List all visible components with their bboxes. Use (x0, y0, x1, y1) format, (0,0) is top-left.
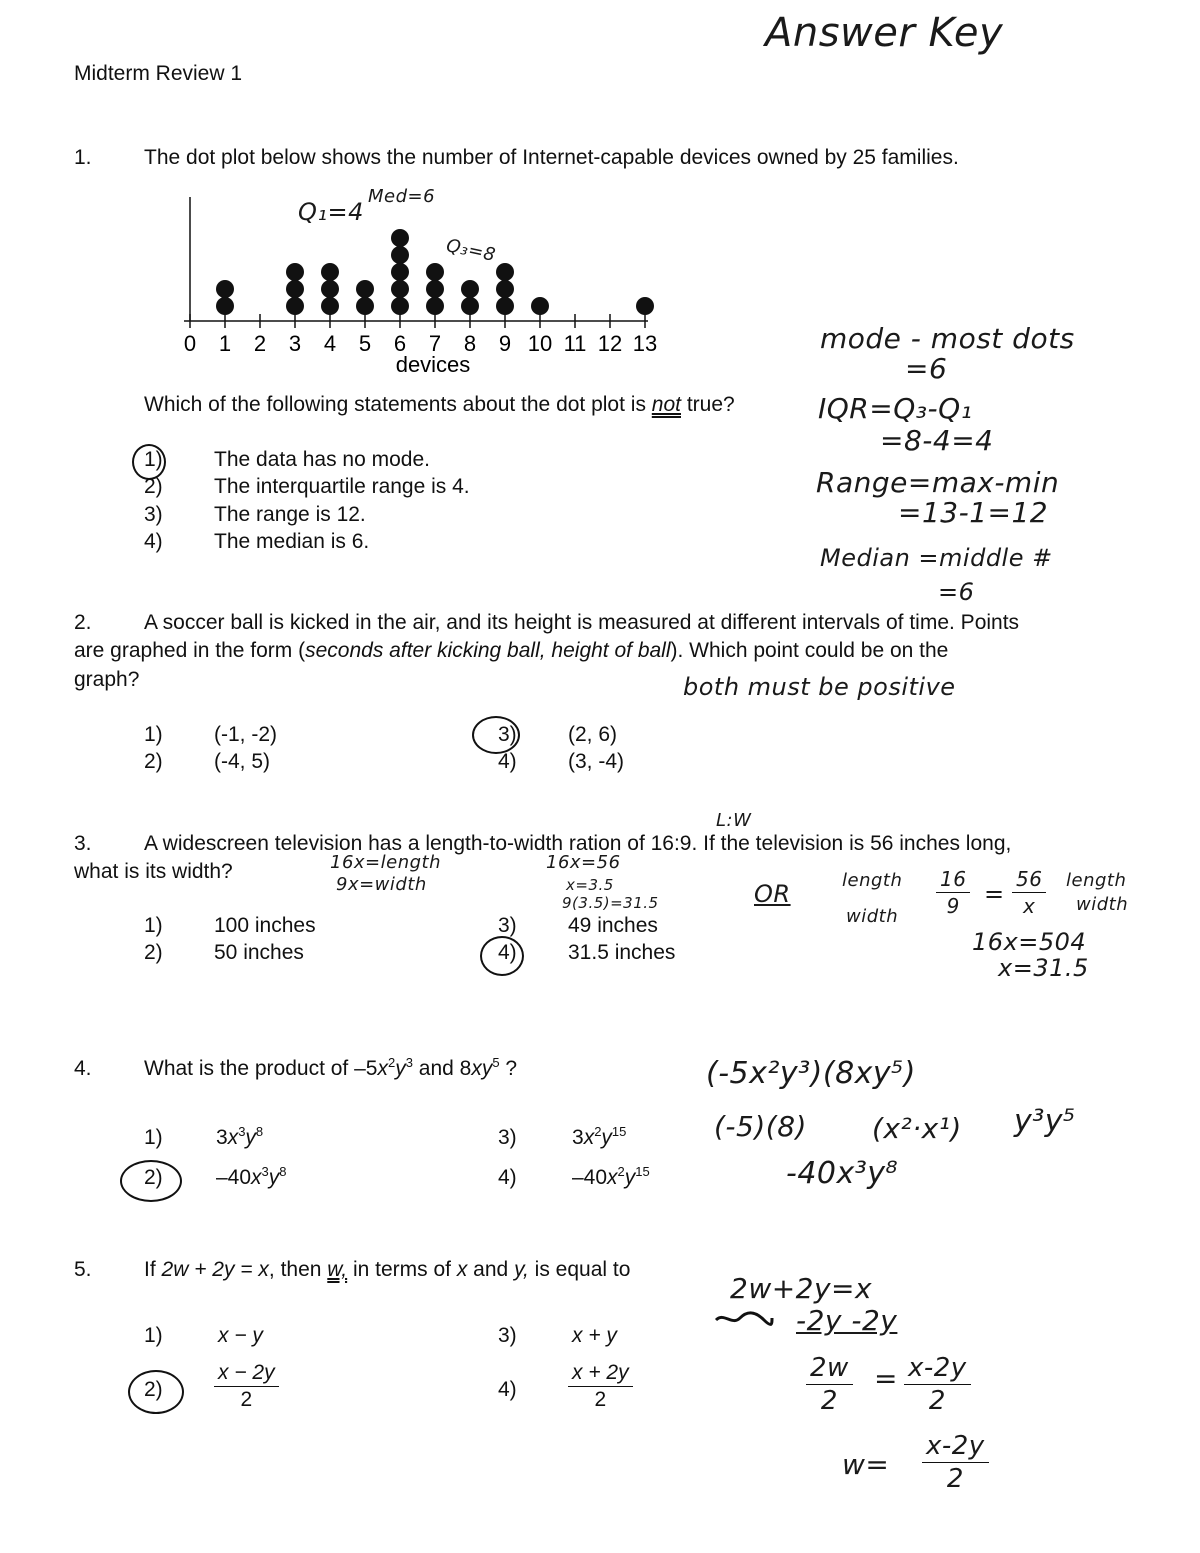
q4-answer-circle (120, 1160, 182, 1202)
q3-work-length-label: length (842, 870, 903, 891)
q2-choice-4-text: (3, -4) (568, 750, 625, 773)
q4-prompt-post: ? (499, 1057, 518, 1080)
q3-answer-circle (480, 936, 524, 976)
q4-choice-1-expr: $3x^3y^8$ (216, 1124, 264, 1149)
q4-work-line-1: (-5x²y³)(8xy⁵) (706, 1056, 916, 1091)
q1-question-post: true? (681, 393, 735, 416)
q5-work-result-num: x-2y (922, 1430, 989, 1463)
q3-choice-2-text: 50 inches (214, 941, 304, 964)
q5-choice-1-text: x − y (218, 1324, 263, 1347)
q5-work-fraction-left (806, 1352, 853, 1417)
q5-work-fraction-left-num: 2w (806, 1352, 853, 1385)
q3-choice-4-text: 31.5 inches (568, 941, 676, 964)
q3-choice-3-text: 49 inches (568, 914, 658, 937)
q5-choice-4-numerator: x + 2y (568, 1360, 633, 1387)
q3-work-width-calc: 9(3.5)=31.5 (562, 894, 659, 912)
dot-x9-2 (496, 280, 514, 298)
q5-work-result-prefix: w= (842, 1448, 890, 1481)
dot-x4-2 (321, 280, 339, 298)
q5-prompt-x: x (456, 1258, 468, 1281)
q2-choice-2-text: (-4, 5) (214, 750, 271, 773)
q5-choice-3-num: 3) (498, 1324, 517, 1347)
dot-x5-1 (356, 297, 374, 315)
q5-work-scribble (714, 1310, 774, 1328)
q3-work-x: x=3.5 (566, 876, 614, 894)
q1-median-value: =6 (938, 578, 975, 606)
q3-line-1: A widescreen television has a length-to-width ration of 16:9. If the television is 56 inches long, (144, 832, 1012, 855)
q2-line-1: A soccer ball is kicked in the air, and its height is measured at different intervals of time. Points (144, 611, 1020, 634)
q5-work-fraction-right (904, 1352, 971, 1417)
q2-number: 2. (74, 611, 92, 634)
q4-choice-3-expr: $3x^2y^{15}$ (572, 1124, 627, 1149)
q3-ratio-note: L:W (716, 810, 752, 831)
q5-work-line-2: -2y -2y (796, 1304, 898, 1337)
q5-prompt-equation: 2w + 2y = x (161, 1258, 269, 1281)
q1-question (144, 393, 735, 417)
q3-choice-3-num: 3) (498, 914, 517, 937)
dot-plot-x-label: devices (395, 352, 471, 377)
q5-choice-2-num: 2) (144, 1378, 163, 1401)
dot-x7-3 (426, 263, 444, 281)
dot-x7-2 (426, 280, 444, 298)
q5-prompt (144, 1258, 630, 1282)
q1-choice-2-num: 2) (144, 475, 163, 498)
q3-work-fraction-right-den: x (1023, 894, 1036, 918)
dot-x9-3 (496, 263, 514, 281)
q5-choice-4-fraction (568, 1360, 633, 1413)
q3-work-width-label: width (846, 906, 899, 927)
q2-note: both must be positive (683, 673, 956, 701)
q1-choice-2-text: The interquartile range is 4. (214, 475, 470, 498)
q4-choice-2-num: 2) (144, 1166, 163, 1189)
q3-work-fraction-left-den: 9 (946, 894, 960, 918)
q3-choice-1-num: 1) (144, 914, 163, 937)
q1-iqr-value: =8-4=4 (880, 424, 994, 457)
q1-median-note: Med=6 (368, 186, 436, 207)
q5-choice-3-text: x + y (572, 1324, 617, 1347)
dot-x5-2 (356, 280, 374, 298)
q2-line-3: graph? (74, 668, 140, 691)
dot-x4-1 (321, 297, 339, 315)
dot-x8-2 (461, 280, 479, 298)
q1-mode-value: =6 (905, 352, 948, 385)
q1-q3-note: Q₃=8 (444, 235, 498, 266)
q2-choice-1-text: (-1, -2) (214, 723, 277, 746)
q3-work-answer: x=31.5 (998, 954, 1089, 982)
q5-choice-4-num: 4) (498, 1378, 517, 1401)
x-tick-label-6: 6 (393, 331, 407, 356)
x-tick-label-3: 3 (288, 331, 302, 356)
q3-work-equals: = (984, 880, 1005, 908)
q5-work-equals: = (874, 1362, 898, 1395)
page-title: Midterm Review 1 (74, 62, 243, 85)
q5-work-fraction-right-den: 2 (928, 1386, 946, 1416)
x-tick-label-4: 4 (323, 331, 337, 356)
q2-choice-3-num: 3) (498, 723, 517, 746)
q3-choice-1-text: 100 inches (214, 914, 316, 937)
q3-work-width: 9x=width (336, 874, 427, 895)
dot-x6-2 (391, 280, 409, 298)
dot-x4-3 (321, 263, 339, 281)
q3-work-fraction-left-num: 16 (936, 866, 970, 893)
q5-work-line-1: 2w+2y=x (730, 1272, 873, 1305)
q4-choice-4-expr: $-40x^2y^{15}$ (572, 1164, 650, 1189)
q4-choice-4-num: 4) (498, 1166, 517, 1189)
x-tick-label-10: 10 (527, 331, 553, 356)
q5-number: 5. (74, 1258, 92, 1281)
dot-x1-2 (216, 280, 234, 298)
dot-x6-1 (391, 297, 409, 315)
q3-line-2: what is its width? (74, 860, 233, 883)
q2-choice-4-num: 4) (498, 750, 517, 773)
q5-prompt-mid-2: in terms of (347, 1258, 457, 1281)
x-tick-label-12: 12 (597, 331, 623, 356)
q3-work-length: 16x=length (330, 852, 442, 873)
dot-x6-3 (391, 263, 409, 281)
q1-choice-4-num: 4) (144, 530, 163, 553)
x-tick-label-2: 2 (253, 331, 267, 356)
dot-x3-1 (286, 297, 304, 315)
x-tick-label-5: 5 (358, 331, 372, 356)
q3-work-fraction-left (936, 866, 970, 919)
q1-mode-note: mode - most dots (820, 322, 1075, 355)
q2-answer-circle (472, 716, 520, 754)
q3-choice-2-num: 2) (144, 941, 163, 964)
q1-choice-3-num: 3) (144, 503, 163, 526)
dot-x3-2 (286, 280, 304, 298)
q3-work-fraction-right (1012, 866, 1046, 919)
q3-work-fraction-right-num: 56 (1012, 866, 1046, 893)
q1-choice-4-text: The median is 6. (214, 530, 370, 553)
q2-choice-3-text: (2, 6) (568, 723, 618, 746)
q2-line-2-emphasis: seconds after kicking ball, height of ball (305, 639, 671, 662)
dot-x9-1 (496, 297, 514, 315)
q1-choice-1-num: 1) (144, 448, 163, 471)
q4-work-line-2b: (x²·x¹) (872, 1112, 962, 1145)
q2-line-2-post: ). Which point could be on the (670, 639, 949, 662)
x-tick-label-0: 0 (183, 331, 197, 356)
dot-x6-5 (391, 229, 409, 247)
q4-choice-3-num: 3) (498, 1126, 517, 1149)
q1-question-pre: Which of the following statements about the dot plot is (144, 393, 652, 416)
q5-work-result-den: 2 (946, 1464, 964, 1494)
x-tick-label-8: 8 (463, 331, 477, 356)
q5-prompt-post: is equal to (528, 1258, 631, 1281)
dot-x10-1 (531, 297, 549, 315)
q2-line-2 (74, 639, 948, 663)
q1-question-emphasis: not (651, 393, 681, 416)
q5-choice-2-fraction (214, 1360, 279, 1413)
q1-median-work: Median =middle # (820, 544, 1053, 572)
dot-plot (170, 185, 670, 385)
q3-work-eq: 16x=56 (546, 852, 621, 873)
dot-x6-4 (391, 246, 409, 264)
q4-prompt-and: and (412, 1057, 460, 1080)
q3-choice-4-num: 4) (498, 941, 517, 964)
q1-number: 1. (74, 146, 92, 169)
q3-work-length-label-2: length (1066, 870, 1127, 891)
q1-range-value: =13-1=12 (898, 496, 1049, 529)
q5-prompt-y: y, (514, 1258, 529, 1281)
q5-choice-1-num: 1) (144, 1324, 163, 1347)
q3-work-width-label-2: width (1076, 894, 1129, 915)
q1-q1-note: Q₁=4 (298, 198, 364, 226)
q1-prompt: The dot plot below shows the number of Internet-capable devices owned by 25 families. (144, 146, 959, 169)
q1-iqr-note: IQR=Q₃-Q₁ (818, 392, 973, 425)
q5-work-fraction-right-num: x-2y (904, 1352, 971, 1385)
q5-work-fraction-left-den: 2 (820, 1386, 838, 1416)
q1-choice-3-text: The range is 12. (214, 503, 366, 526)
q5-prompt-pre: If (144, 1258, 162, 1281)
q5-answer-circle (128, 1370, 184, 1414)
dot-x7-1 (426, 297, 444, 315)
q2-line-2-pre: are graphed in the form ( (74, 639, 306, 662)
q5-prompt-mid-1: , then (268, 1258, 328, 1281)
q4-work-line-3: -40x³y⁸ (786, 1156, 899, 1191)
x-tick-label-11: 11 (563, 331, 587, 356)
dot-x1-1 (216, 297, 234, 315)
x-tick-label-9: 9 (498, 331, 512, 356)
q4-choice-1-num: 1) (144, 1126, 163, 1149)
q1-choice-1-text: The data has no mode. (214, 448, 430, 471)
q4-choice-2-expr: $-40x^3y^8$ (216, 1164, 287, 1189)
q2-choice-2-num: 2) (144, 750, 163, 773)
q5-work-result-fraction (922, 1430, 989, 1495)
dot-x8-1 (461, 297, 479, 315)
q5-choice-2-denominator: 2 (240, 1388, 253, 1411)
answer-key-handwritten: Answer Key (765, 10, 1004, 56)
q5-prompt-w: w, (327, 1258, 348, 1281)
q1-range-note: Range=max-min (816, 466, 1060, 499)
q2-choice-1-num: 1) (144, 723, 163, 746)
q5-choice-4-denominator: 2 (594, 1388, 607, 1411)
q5-prompt-and: and (467, 1258, 515, 1281)
x-tick-label-13: 13 (632, 331, 658, 356)
q3-work-cross: 16x=504 (972, 928, 1087, 956)
q4-work-line-2a: (-5)(8) (714, 1110, 807, 1143)
x-tick-label-1: 1 (218, 331, 232, 356)
q4-work-line-2c: y³y⁵ (1014, 1104, 1076, 1139)
dot-x13-1 (636, 297, 654, 315)
q3-number: 3. (74, 832, 92, 855)
q4-number: 4. (74, 1057, 92, 1080)
q4-prompt: What is the product of $-5x^2y^3$ and $8xy^5$ ? (144, 1055, 518, 1080)
q4-prompt-pre: What is the product of (144, 1057, 355, 1080)
q5-choice-2-numerator: x − 2y (214, 1360, 279, 1387)
dot-x3-3 (286, 263, 304, 281)
x-tick-label-7: 7 (428, 331, 442, 356)
q3-work-or: OR (754, 880, 791, 908)
